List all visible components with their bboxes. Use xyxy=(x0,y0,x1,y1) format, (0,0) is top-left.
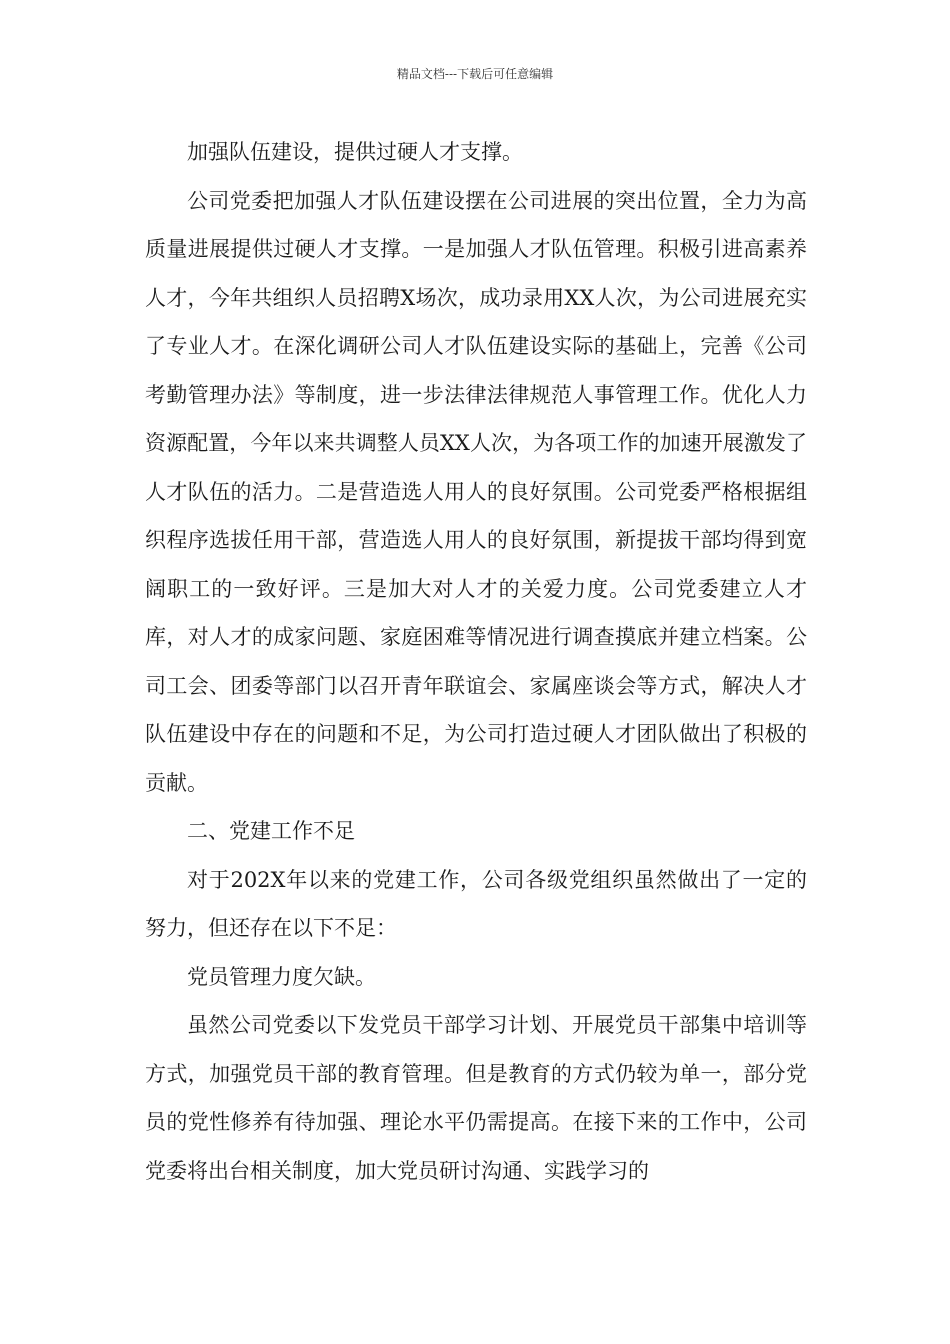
paragraph-talent-support: 公司党委把加强人才队伍建设摆在公司进展的突出位置，全力为高质量进展提供过硬人才支撑。一是加强人才队伍管理。积极引进高素养人才，今年共组织人员招聘X场次，成功录用XX人次，为公司进展充实了专业人才。在深化调研公司人才队伍建设实际的基础上，完善《公司考勤管理办法》等制度，进一步法律法律规范人事管理工作。优化人力资源配置，今年以来共调整人员XX人次，为各项工作的加速开展激发了人才队伍的活力。二是营造选人用人的良好氛围。公司党委严格根据组织程序选拔任用干部，营造选人用人的良好氛围，新提拔干部均得到宽阔职工的一致好评。三是加大对人才的关爱力度。公司党委建立人才库，对人才的成家问题、家庭困难等情况进行调查摸底并建立档案。公司工会、团委等部门以召开青年联谊会、家属座谈会等方式，解决人才队伍建设中存在的问题和不足，为公司打造过硬人才团队做出了积极的贡献。 xyxy=(145,188,807,795)
paragraph-party-work-intro: 对于202X年以来的党建工作，公司各级党组织虽然做出了一定的努力，但还存在以下不足： xyxy=(145,867,807,940)
document-body xyxy=(145,128,807,1195)
page-header: 精品文档---下载后可任意编辑 xyxy=(396,67,554,81)
section-heading-party-shortcomings: 二、党建工作不足 xyxy=(187,819,355,843)
paragraph-member-education: 虽然公司党委以下发党员干部学习计划、开展党员干部集中培训等方式，加强党员干部的教育管理。但是教育的方式仍较为单一，部分党员的党性修养有待加强、理论水平仍需提高。在接下来的工作中，公司党委将出台相关制度，加大党员研讨沟通、实践学习的 xyxy=(145,1013,807,1183)
paragraph-heading-team-building: 加强队伍建设，提供过硬人才支撑。 xyxy=(187,140,523,164)
paragraph-heading-member-management: 党员管理力度欠缺。 xyxy=(187,964,376,989)
